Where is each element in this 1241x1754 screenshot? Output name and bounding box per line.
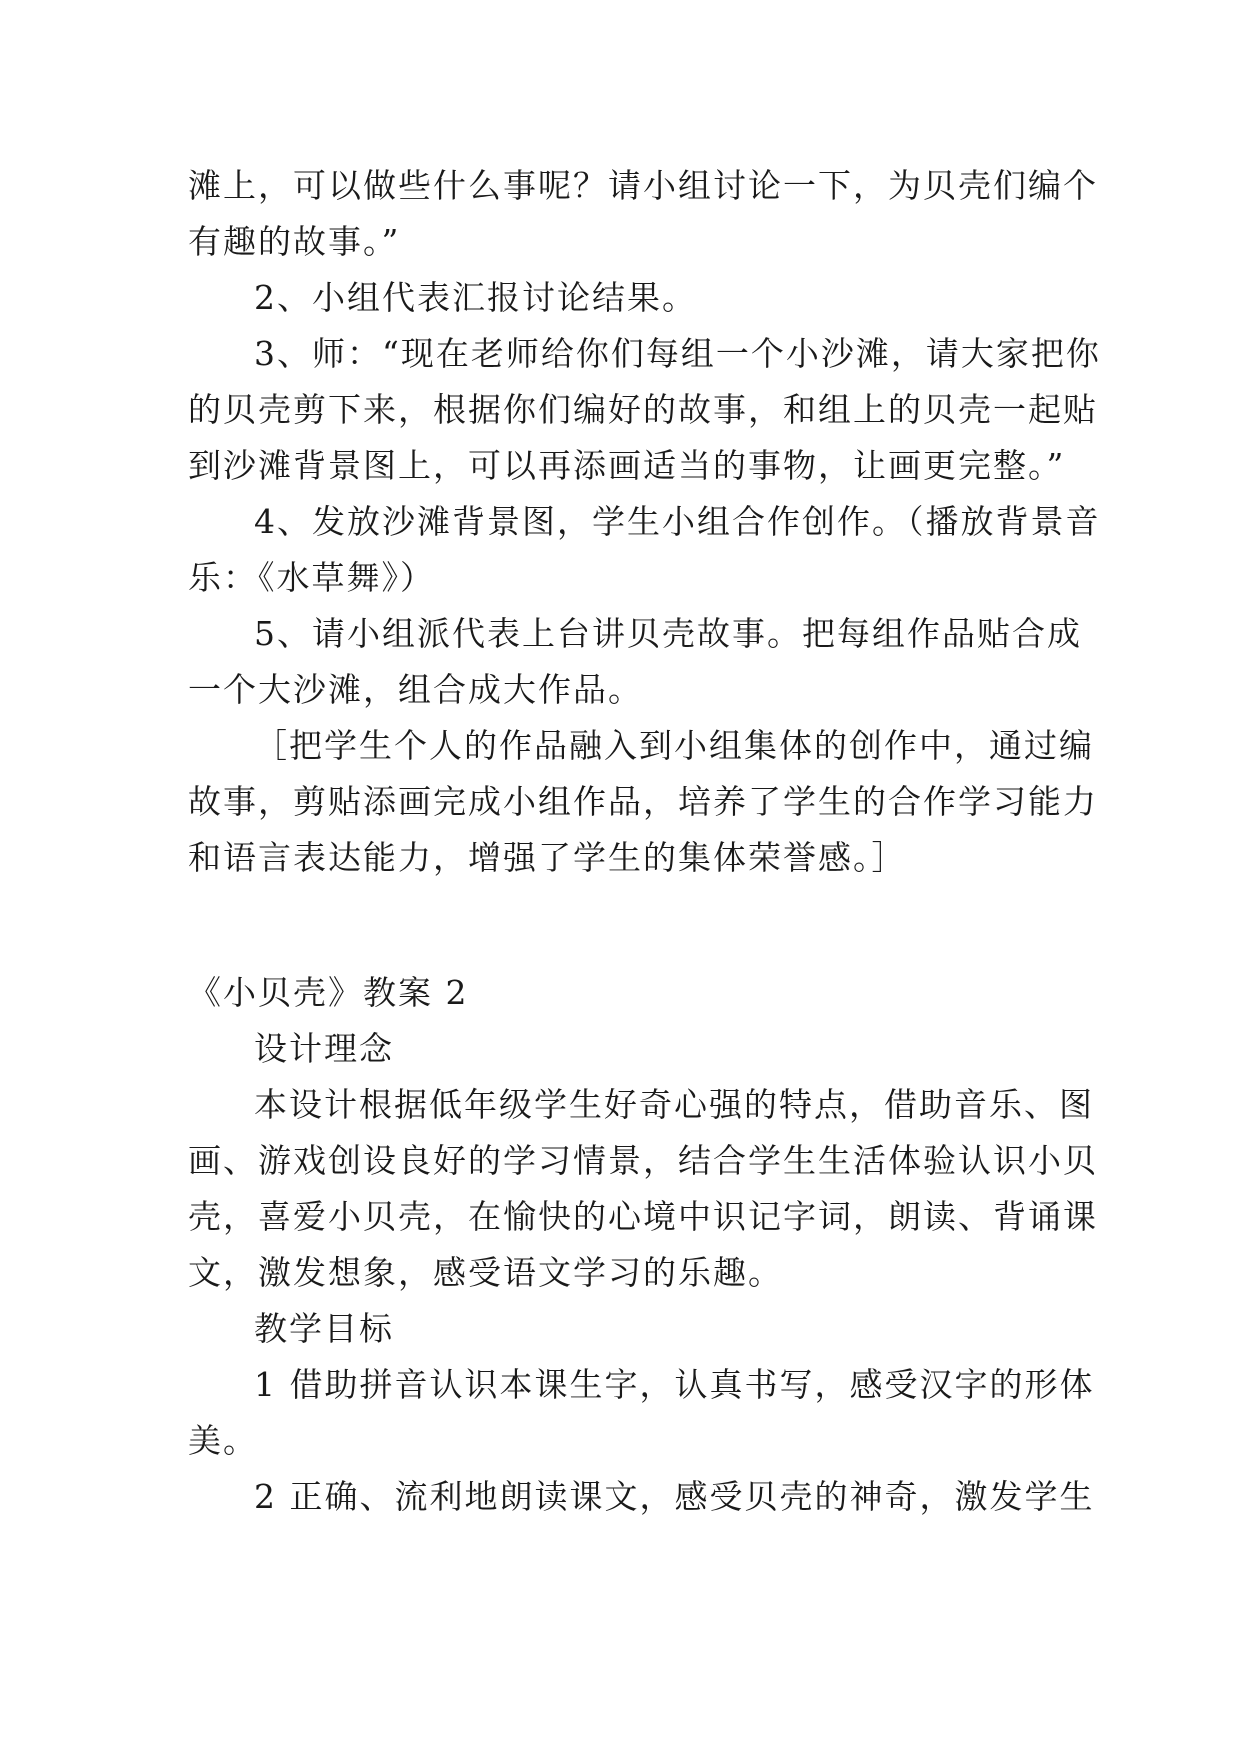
text-line: 美。 [188, 1421, 258, 1460]
text-line: 到沙滩背景图上，可以再添画适当的事物，让画更完整。” [188, 446, 1066, 485]
text-line: 乐：《水草舞》） [188, 558, 435, 597]
text-line: 3、师：“现在老师给你们每组一个小沙滩，请大家把你 [254, 334, 1101, 373]
text-line: 2 正确、流利地朗读课文，感受贝壳的神奇，激发学生 [254, 1477, 1095, 1516]
text-line: 本设计根据低年级学生好奇心强的特点，借助音乐、图 [254, 1085, 1094, 1124]
section-heading: 教学目标 [254, 1309, 394, 1348]
text-line: 4、发放沙滩背景图，学生小组合作创作。（播放背景音 [254, 502, 1101, 541]
text-line: 5、请小组派代表上台讲贝壳故事。把每组作品贴合成 [254, 614, 1082, 653]
text-line: 文，激发想象，感受语文学习的乐趣。 [188, 1253, 783, 1292]
text-line: 的贝壳剪下来，根据你们编好的故事，和组上的贝壳一起贴 [188, 390, 1098, 429]
text-line: 一个大沙滩，组合成大作品。 [188, 670, 643, 709]
text-line: ［把学生个人的作品融入到小组集体的创作中，通过编 [254, 726, 1094, 765]
text-line: 2、小组代表汇报讨论结果。 [254, 278, 697, 317]
text-line: 有趣的故事。” [188, 222, 401, 261]
text-line: 滩上，可以做些什么事呢？请小组讨论一下，为贝壳们编个 [188, 166, 1098, 205]
text-line: 壳，喜爱小贝壳，在愉快的心境中识记字词，朗读、背诵课 [188, 1197, 1098, 1236]
text-line: 画、游戏创设良好的学习情景，结合学生生活体验认识小贝 [188, 1141, 1098, 1180]
text-line: 和语言表达能力，增强了学生的集体荣誉感。］ [188, 838, 907, 877]
text-line: 1 借助拼音认识本课生字，认真书写，感受汉字的形体 [254, 1365, 1095, 1404]
text-line: 故事，剪贴添画完成小组作品，培养了学生的合作学习能力 [188, 782, 1098, 821]
section-heading: 设计理念 [254, 1029, 394, 1068]
section-title: 《小贝壳》教案 2 [188, 973, 469, 1012]
